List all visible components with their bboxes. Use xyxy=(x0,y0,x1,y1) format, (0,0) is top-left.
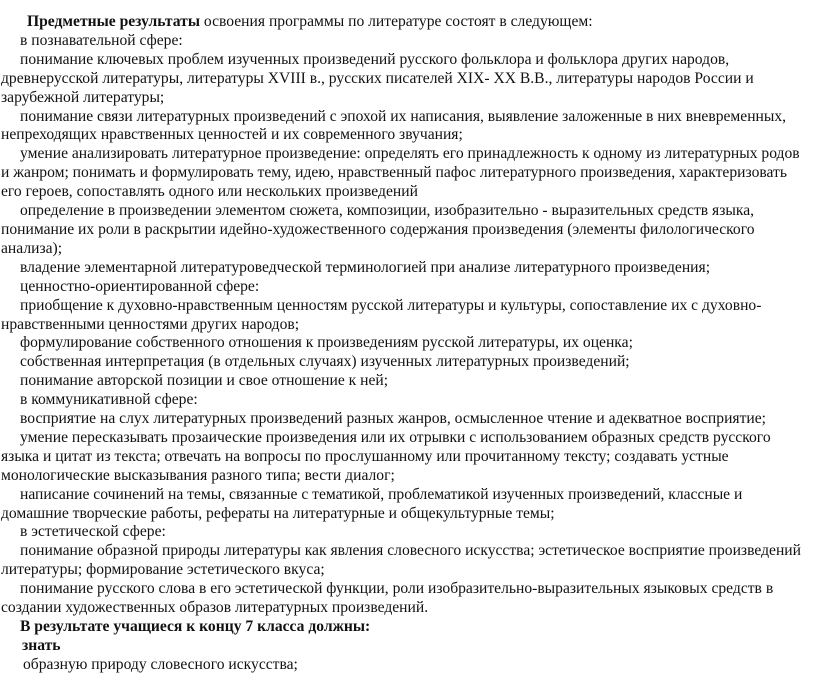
paragraph: понимание ключевых проблем изученных произведений русского фольклора и фольклора других народов, древнерусской литературы, литературы XVIII в., русских писателей XIX- XX В.В., литературы народов России и зарубежной литературы; xyxy=(1,50,754,106)
paragraph: собственная интерпретация (в отдельных случаях) изученных литературных произведений; xyxy=(20,353,630,371)
paragraph-value-sphere: ценностно-ориентированной сфере: xyxy=(20,277,260,295)
last-line: образную природу словесного искусства; xyxy=(23,655,298,673)
paragraph: понимание образной природы литературы как явления словесного искусства; эстетическое восприятие произведений литературы; формирование эстетического вкуса; xyxy=(1,542,801,579)
paragraph: приобщение к духовно-нравственным ценностям русской литературы и культуры, сопоставление их с духовно-нравственными ценностями других народов; xyxy=(1,296,762,333)
heading-bold: Предметные результаты xyxy=(27,13,201,30)
heading-rest: освоения программы по литературе состоят в следующем: xyxy=(200,13,593,30)
paragraph: формулирование собственного отношения к произведениям русской литературы, их оценка; xyxy=(20,334,633,352)
paragraph: владение элементарной литературоведческой терминологией при анализе литературного произведения; xyxy=(20,258,711,276)
paragraph: определение в произведении элементом сюжета, композиции, изобразительно - выразительных средств языка, понимание их роли в раскрытии идейно-художественного содержания произведения (элементы филологического анализа); xyxy=(1,202,755,257)
paragraph: восприятие на слух литературных произведений разных жанров, осмысленное чтение и адекватное восприятие; xyxy=(20,410,767,428)
paragraph: умение пересказывать прозаические произведения или их отрывки с использованием образных средств русского языка и цитат из текста; отвечать на вопросы по прослушанному или прочитанному тексту; создавать устные монологические высказывания разного типа; вести диалог; xyxy=(1,428,771,484)
paragraph: понимание русского слова в его эстетической функции, роли изобразительно-выразительных языковых средств в создании художественных образов литературных произведений. xyxy=(1,580,774,617)
paragraph-aesthetic-sphere: в эстетической сфере: xyxy=(20,523,166,541)
paragraph-cognitive-sphere: в познавательной сфере: xyxy=(20,31,183,49)
paragraph: умение анализировать литературное произведение: определять его принадлежность к одному из литературных родов и жанром; понимать и формулировать тему, идею, нравственный пафос литературного произведения, характеризовать его героев, сопоставлять одного или нескольких произведений xyxy=(1,145,800,201)
know-heading: знать xyxy=(22,636,61,654)
paragraph: понимание авторской позиции и свое отношение к ней; xyxy=(20,372,389,390)
intro-paragraph xyxy=(1,13,802,32)
paragraph: написание сочинений на темы, связанные с тематикой, проблематикой изученных произведений, классные и домашние творческие работы, рефераты на литературные и общекультурные темы; xyxy=(1,485,743,522)
paragraph: понимание связи литературных произведений с эпохой их написания, выявление заложенные в них вневременных, непреходящих нравственных ценностей и их современного звучания; xyxy=(1,107,787,144)
paragraph-communicative-sphere: в коммуникативной сфере: xyxy=(20,391,198,409)
result-heading: В результате учащиеся к концу 7 класса должны: xyxy=(20,618,371,635)
